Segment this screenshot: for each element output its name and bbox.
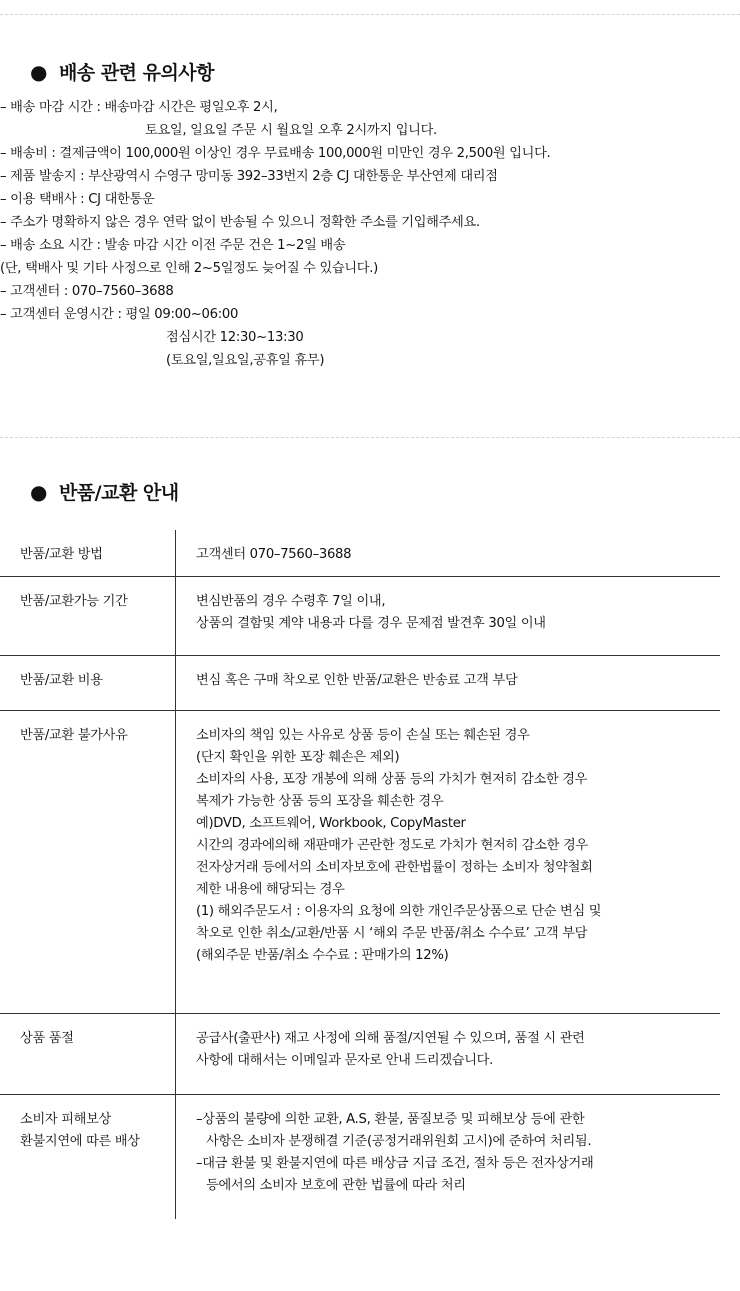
bullet-icon: ●: [30, 479, 47, 504]
shipping-line: – 배송 마감 시간 : 배송마감 시간은 평일오후 2시,: [0, 100, 278, 115]
top-divider: [0, 14, 740, 15]
returns-table: [0, 530, 720, 1219]
row-value: –상품의 불량에 의한 교환, A.S, 환불, 품질보증 및 피해보상 등에 관한 사항은 소비자 분쟁해결 기준(공정거래위원회 고시)에 준하여 처리됨. –대금 환불 및 환불지연에 따른 배상금 지급 조건, 절차 등은 전자상거래 등에서의 소비자 보호에 관한 법률에 따라 처리: [176, 1095, 721, 1220]
shipping-line: – 제품 발송지 : 부산광역시 수영구 망미동 392–33번지 2층 CJ 대한통운 부산연제 대리점: [0, 169, 498, 184]
shipping-line: – 배송비 : 결제금액이 100,000원 이상인 경우 무료배송 100,000원 미만인 경우 2,500원 입니다.: [0, 146, 551, 161]
table-row: [0, 1095, 720, 1220]
row-value: 공급사(출판사) 재고 사정에 의해 품절/지연될 수 있으며, 품절 시 관련 사항에 대해서는 이메일과 문자로 안내 드리겠습니다.: [176, 1014, 721, 1095]
table-row: [0, 711, 720, 1014]
row-key: 소비자 피해보상 환불지연에 따른 배상: [0, 1095, 176, 1220]
table-row: [0, 656, 720, 711]
row-value: 고객센터 070–7560–3688: [176, 530, 721, 577]
row-key: 상품 품절: [0, 1014, 176, 1095]
shipping-line: – 배송 소요 시간 : 발송 마감 시간 이전 주문 건은 1~2일 배송: [0, 238, 346, 253]
shipping-line: – 이용 택배사 : CJ 대한통운: [0, 192, 155, 207]
row-key: 반품/교환 불가사유: [0, 711, 176, 1014]
row-key: 반품/교환 비용: [0, 656, 176, 711]
shipping-line: – 고객센터 운영시간 : 평일 09:00~06:00: [0, 307, 239, 322]
row-key: 반품/교환 방법: [20, 547, 103, 562]
table-row: [0, 530, 720, 577]
shipping-line: – 주소가 명확하지 않은 경우 연락 없이 반송될 수 있으니 정확한 주소를 기입해주세요.: [0, 215, 480, 230]
shipping-heading: [30, 58, 214, 85]
returns-title: 반품/교환 안내: [58, 482, 179, 504]
shipping-line: – 고객센터 : 070–7560–3688: [0, 284, 174, 299]
shipping-line: (단, 택배사 및 기타 사정으로 인해 2~5일정도 늦어질 수 있습니다.): [0, 261, 378, 276]
row-key: 반품/교환가능 기간: [0, 577, 176, 656]
table-row: [0, 1014, 720, 1095]
row-value: 변심반품의 경우 수령후 7일 이내, 상품의 결함및 계약 내용과 다를 경우 문제점 발견후 30일 이내: [176, 577, 721, 656]
row-value: 소비자의 책임 있는 사유로 상품 등이 손실 또는 훼손된 경우 (단지 확인을 위한 포장 훼손은 제외) 소비자의 사용, 포장 개봉에 의해 상품 등의 가치가 현저히 감소한 경우 복제가 가능한 상품 등의 포장을 훼손한 경우 예)DVD, 소프트웨어, Workbook, CopyMaster 시간의 경과에의해 재판매가 곤란한 정도로 가치가 현저히 감소한 경우 전자상거래 등에서의 소비자보호에 관한법률이 정하는 소비자 청약철회 제한 내용에 해당되는 경우 (1) 해외주문도서 : 이용자의 요청에 의한 개인주문상품으로 단순 변심 및 착오로 인한 취소/교환/반품 시 ‘해외 주문 반품/취소 수수료’ 고객 부담 (해외주문 반품/취소 수수료 : 판매가의 12%): [176, 711, 721, 1014]
table-row: [0, 577, 720, 656]
shipping-notes: [0, 96, 550, 372]
shipping-title: 배송 관련 유의사항: [58, 62, 215, 84]
shipping-line: 토요일, 일요일 주문 시 월요일 오후 2시까지 입니다.: [145, 123, 437, 138]
section-divider: [0, 437, 740, 438]
row-value: 변심 혹은 구매 착오로 인한 반품/교환은 반송료 고객 부담: [176, 656, 721, 711]
returns-heading: [30, 478, 179, 505]
bullet-icon: ●: [30, 59, 47, 84]
shipping-line: 점심시간 12:30~13:30: [166, 330, 304, 345]
shipping-line: (토요일,일요일,공휴일 휴무): [166, 353, 325, 368]
